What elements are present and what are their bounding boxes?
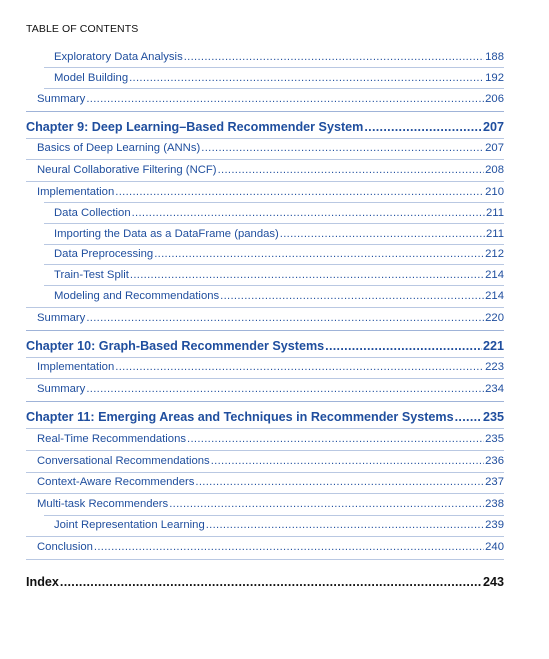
divider (26, 357, 504, 358)
divider (44, 264, 504, 265)
divider (26, 559, 504, 560)
running-header: TABLE OF CONTENTS (26, 23, 139, 35)
dot-leader (220, 290, 484, 302)
toc-entry[interactable] (37, 361, 504, 373)
dot-leader (129, 72, 484, 84)
toc-entry-page: 235 (485, 433, 504, 445)
dot-leader (211, 455, 484, 467)
toc-entry-title: Conversational Recommendations (37, 455, 210, 467)
toc-entry-title: Implementation (37, 361, 115, 373)
dot-leader (195, 476, 484, 488)
toc-entry-page: 236 (485, 455, 504, 467)
toc-entry-page: 207 (485, 142, 504, 154)
toc-entry[interactable] (54, 72, 504, 84)
toc-chapter-title: Chapter 11: Emerging Areas and Techniques in Recommender Systems (26, 410, 454, 424)
divider (26, 401, 504, 402)
toc-entry[interactable] (37, 383, 504, 395)
toc-entry-page: 214 (485, 269, 504, 281)
toc-entry[interactable] (37, 164, 504, 176)
divider (26, 330, 504, 331)
toc-entry-title: Conclusion (37, 541, 93, 553)
toc-chapter-entry[interactable] (26, 339, 504, 353)
toc-entry-title: Importing the Data as a DataFrame (pandas) (54, 228, 279, 240)
toc-entry-title: Summary (37, 312, 86, 324)
toc-index-entry[interactable] (26, 575, 504, 589)
toc-entry-title: Neural Collaborative Filtering (NCF) (37, 164, 217, 176)
dot-leader (115, 186, 484, 198)
toc-entry-page: 210 (485, 186, 504, 198)
divider (26, 378, 504, 379)
toc-entry-page: 188 (485, 51, 504, 63)
toc-chapter-title: Chapter 10: Graph-Based Recommender Systems (26, 339, 325, 353)
divider (26, 493, 504, 494)
dot-leader (455, 410, 482, 424)
dot-leader (132, 207, 485, 219)
toc-entry-title: Train-Test Split (54, 269, 129, 281)
divider (26, 181, 504, 182)
toc-entry[interactable] (37, 186, 504, 198)
toc-entry-page: 237 (485, 476, 504, 488)
toc-entry-page: 239 (485, 519, 504, 531)
dot-leader (130, 269, 484, 281)
toc-entry-page: 211 (485, 228, 504, 240)
toc-entry-title: Multi-task Recommenders (37, 498, 169, 510)
toc-chapter-title: Chapter 9: Deep Learning–Based Recommender System (26, 120, 364, 134)
toc-entry[interactable] (37, 312, 504, 324)
toc-entry-title: Real-Time Recommendations (37, 433, 187, 445)
toc-entry-title: Modeling and Recommendations (54, 290, 220, 302)
divider (26, 111, 504, 112)
toc-entry-title: Context-Aware Recommenders (37, 476, 195, 488)
dot-leader (206, 519, 484, 531)
toc-entry-page: 238 (485, 498, 504, 510)
toc-index-page: 243 (482, 575, 504, 589)
toc-entry-page: 234 (485, 383, 504, 395)
toc-entry-page: 192 (485, 72, 504, 84)
dot-leader (94, 541, 484, 553)
toc-entry-title: Summary (37, 93, 86, 105)
toc-entry-title: Exploratory Data Analysis (54, 51, 183, 63)
toc-entry-title: Joint Representation Learning (54, 519, 205, 531)
toc-entry[interactable] (54, 51, 504, 63)
dot-leader (154, 248, 484, 260)
toc-chapter-entry[interactable] (26, 410, 504, 424)
dot-leader (187, 433, 484, 445)
toc-entry[interactable] (37, 476, 504, 488)
toc-entry-page: 220 (485, 312, 504, 324)
toc-entry-page: 208 (485, 164, 504, 176)
toc-index-title: Index (26, 575, 59, 589)
toc-entry-title: Basics of Deep Learning (ANNs) (37, 142, 201, 154)
toc-entry-page: 206 (485, 93, 504, 105)
divider (26, 138, 504, 139)
divider (44, 515, 504, 516)
toc-entry-page: 240 (485, 541, 504, 553)
divider (44, 285, 504, 286)
dot-leader (60, 575, 482, 589)
divider (26, 450, 504, 451)
dot-leader (325, 339, 482, 353)
dot-leader (364, 120, 482, 134)
toc-chapter-page: 235 (482, 410, 504, 424)
toc-entry-page: 211 (485, 207, 504, 219)
toc-entry[interactable] (54, 519, 504, 531)
divider (26, 307, 504, 308)
dot-leader (280, 228, 485, 240)
toc-entry-page: 212 (485, 248, 504, 260)
divider (44, 244, 504, 245)
divider (44, 223, 504, 224)
toc-entry[interactable] (54, 269, 504, 281)
divider (44, 67, 504, 68)
toc-entry-title: Data Collection (54, 207, 131, 219)
dot-leader (201, 142, 484, 154)
toc-entry-page: 214 (485, 290, 504, 302)
toc-entry[interactable] (37, 93, 504, 105)
toc-entry[interactable] (37, 433, 504, 445)
toc-entry-title: Implementation (37, 186, 115, 198)
dot-leader (86, 383, 484, 395)
toc-entry-title: Data Preprocessing (54, 248, 154, 260)
divider (26, 536, 504, 537)
dot-leader (115, 361, 484, 373)
dot-leader (169, 498, 484, 510)
divider (26, 428, 504, 429)
dot-leader (184, 51, 484, 63)
toc-entry[interactable] (37, 142, 504, 154)
toc-entry-page: 223 (485, 361, 504, 373)
dot-leader (86, 93, 484, 105)
toc-entry-title: Model Building (54, 72, 129, 84)
toc-entry[interactable] (54, 290, 504, 302)
toc-chapter-page: 207 (482, 120, 504, 134)
toc-entry[interactable] (37, 455, 504, 467)
divider (44, 202, 504, 203)
toc-entry[interactable] (54, 228, 504, 240)
toc-entry-title: Summary (37, 383, 86, 395)
toc-chapter-entry[interactable] (26, 120, 504, 134)
divider (44, 88, 504, 89)
toc-entry[interactable] (54, 207, 504, 219)
toc-entry[interactable] (37, 541, 504, 553)
dot-leader (218, 164, 485, 176)
toc-entry[interactable] (54, 248, 504, 260)
toc-entry[interactable] (37, 498, 504, 510)
divider (26, 159, 504, 160)
divider (26, 472, 504, 473)
dot-leader (86, 312, 484, 324)
toc-chapter-page: 221 (482, 339, 504, 353)
